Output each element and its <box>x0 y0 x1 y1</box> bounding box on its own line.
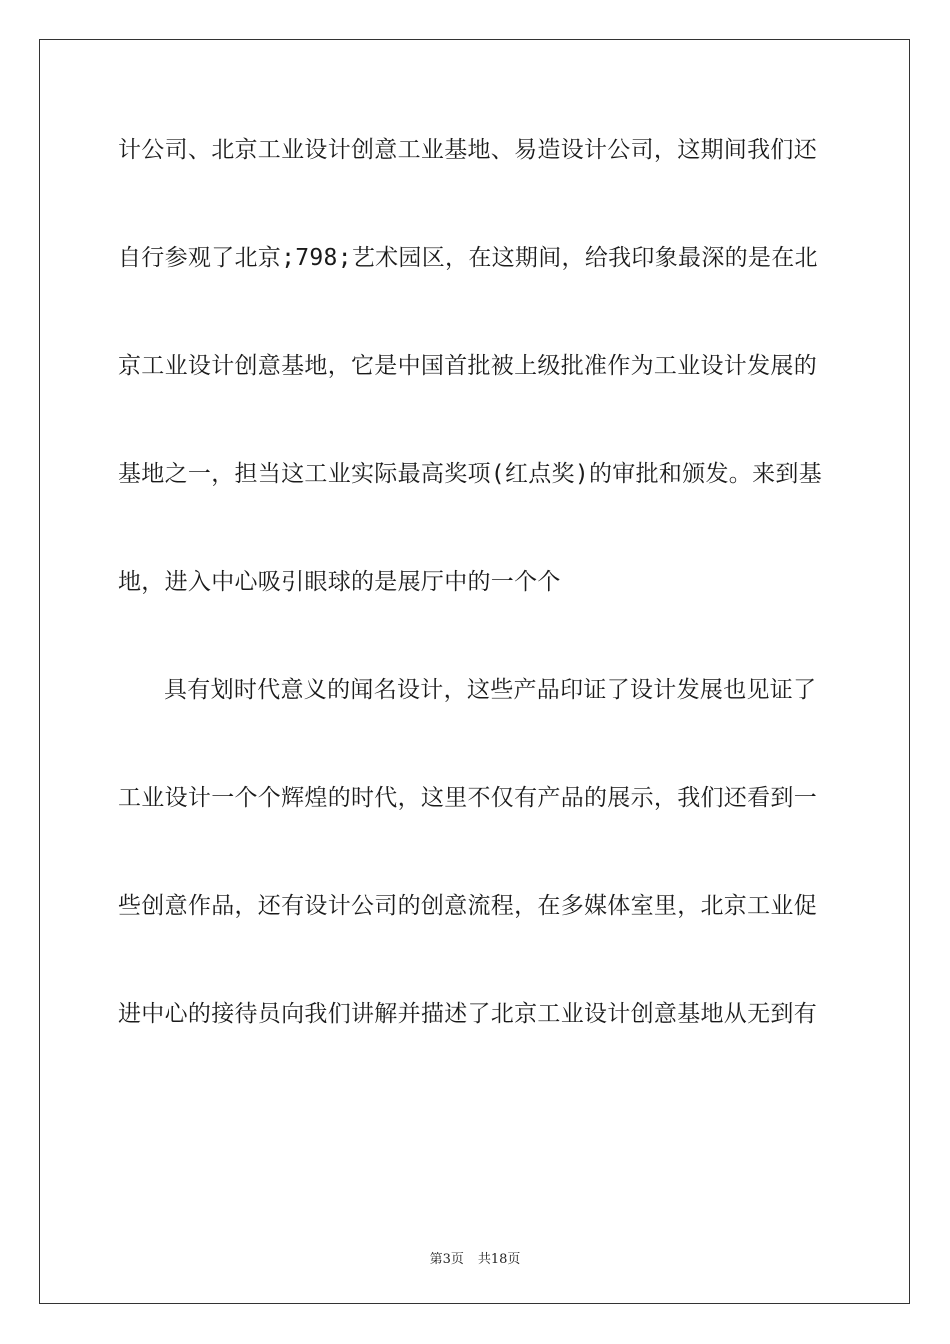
document-body <box>118 126 834 1098</box>
text-line: 地，进入中心吸引眼球的是展厅中的一个个 <box>118 569 561 595</box>
text-line: 自行参观了北京;798;艺术园区，在这期间，给我印象最深的是在北 <box>118 245 818 271</box>
current-page-label: 第3页 <box>429 1252 464 1267</box>
text-line: 京工业设计创意基地，它是中国首批被上级批准作为工业设计发展的 <box>118 353 817 379</box>
paragraph-start-line: 具有划时代意义的闻名设计，这些产品印证了设计发展也见证了 <box>164 677 817 703</box>
text-line: 计公司、北京工业设计创意工业基地、易造设计公司，这期间我们还 <box>118 137 817 163</box>
page-footer <box>0 1248 950 1267</box>
text-line: 些创意作品，还有设计公司的创意流程，在多媒体室里，北京工业促 <box>118 893 817 919</box>
total-pages-label: 共18页 <box>477 1252 521 1267</box>
text-line: 工业设计一个个辉煌的时代，这里不仅有产品的展示，我们还看到一 <box>118 785 817 811</box>
text-line: 基地之一，担当这工业实际最高奖项(红点奖)的审批和颁发。来到基 <box>118 461 822 487</box>
text-line: 进中心的接待员向我们讲解并描述了北京工业设计创意基地从无到有 <box>118 1001 817 1027</box>
